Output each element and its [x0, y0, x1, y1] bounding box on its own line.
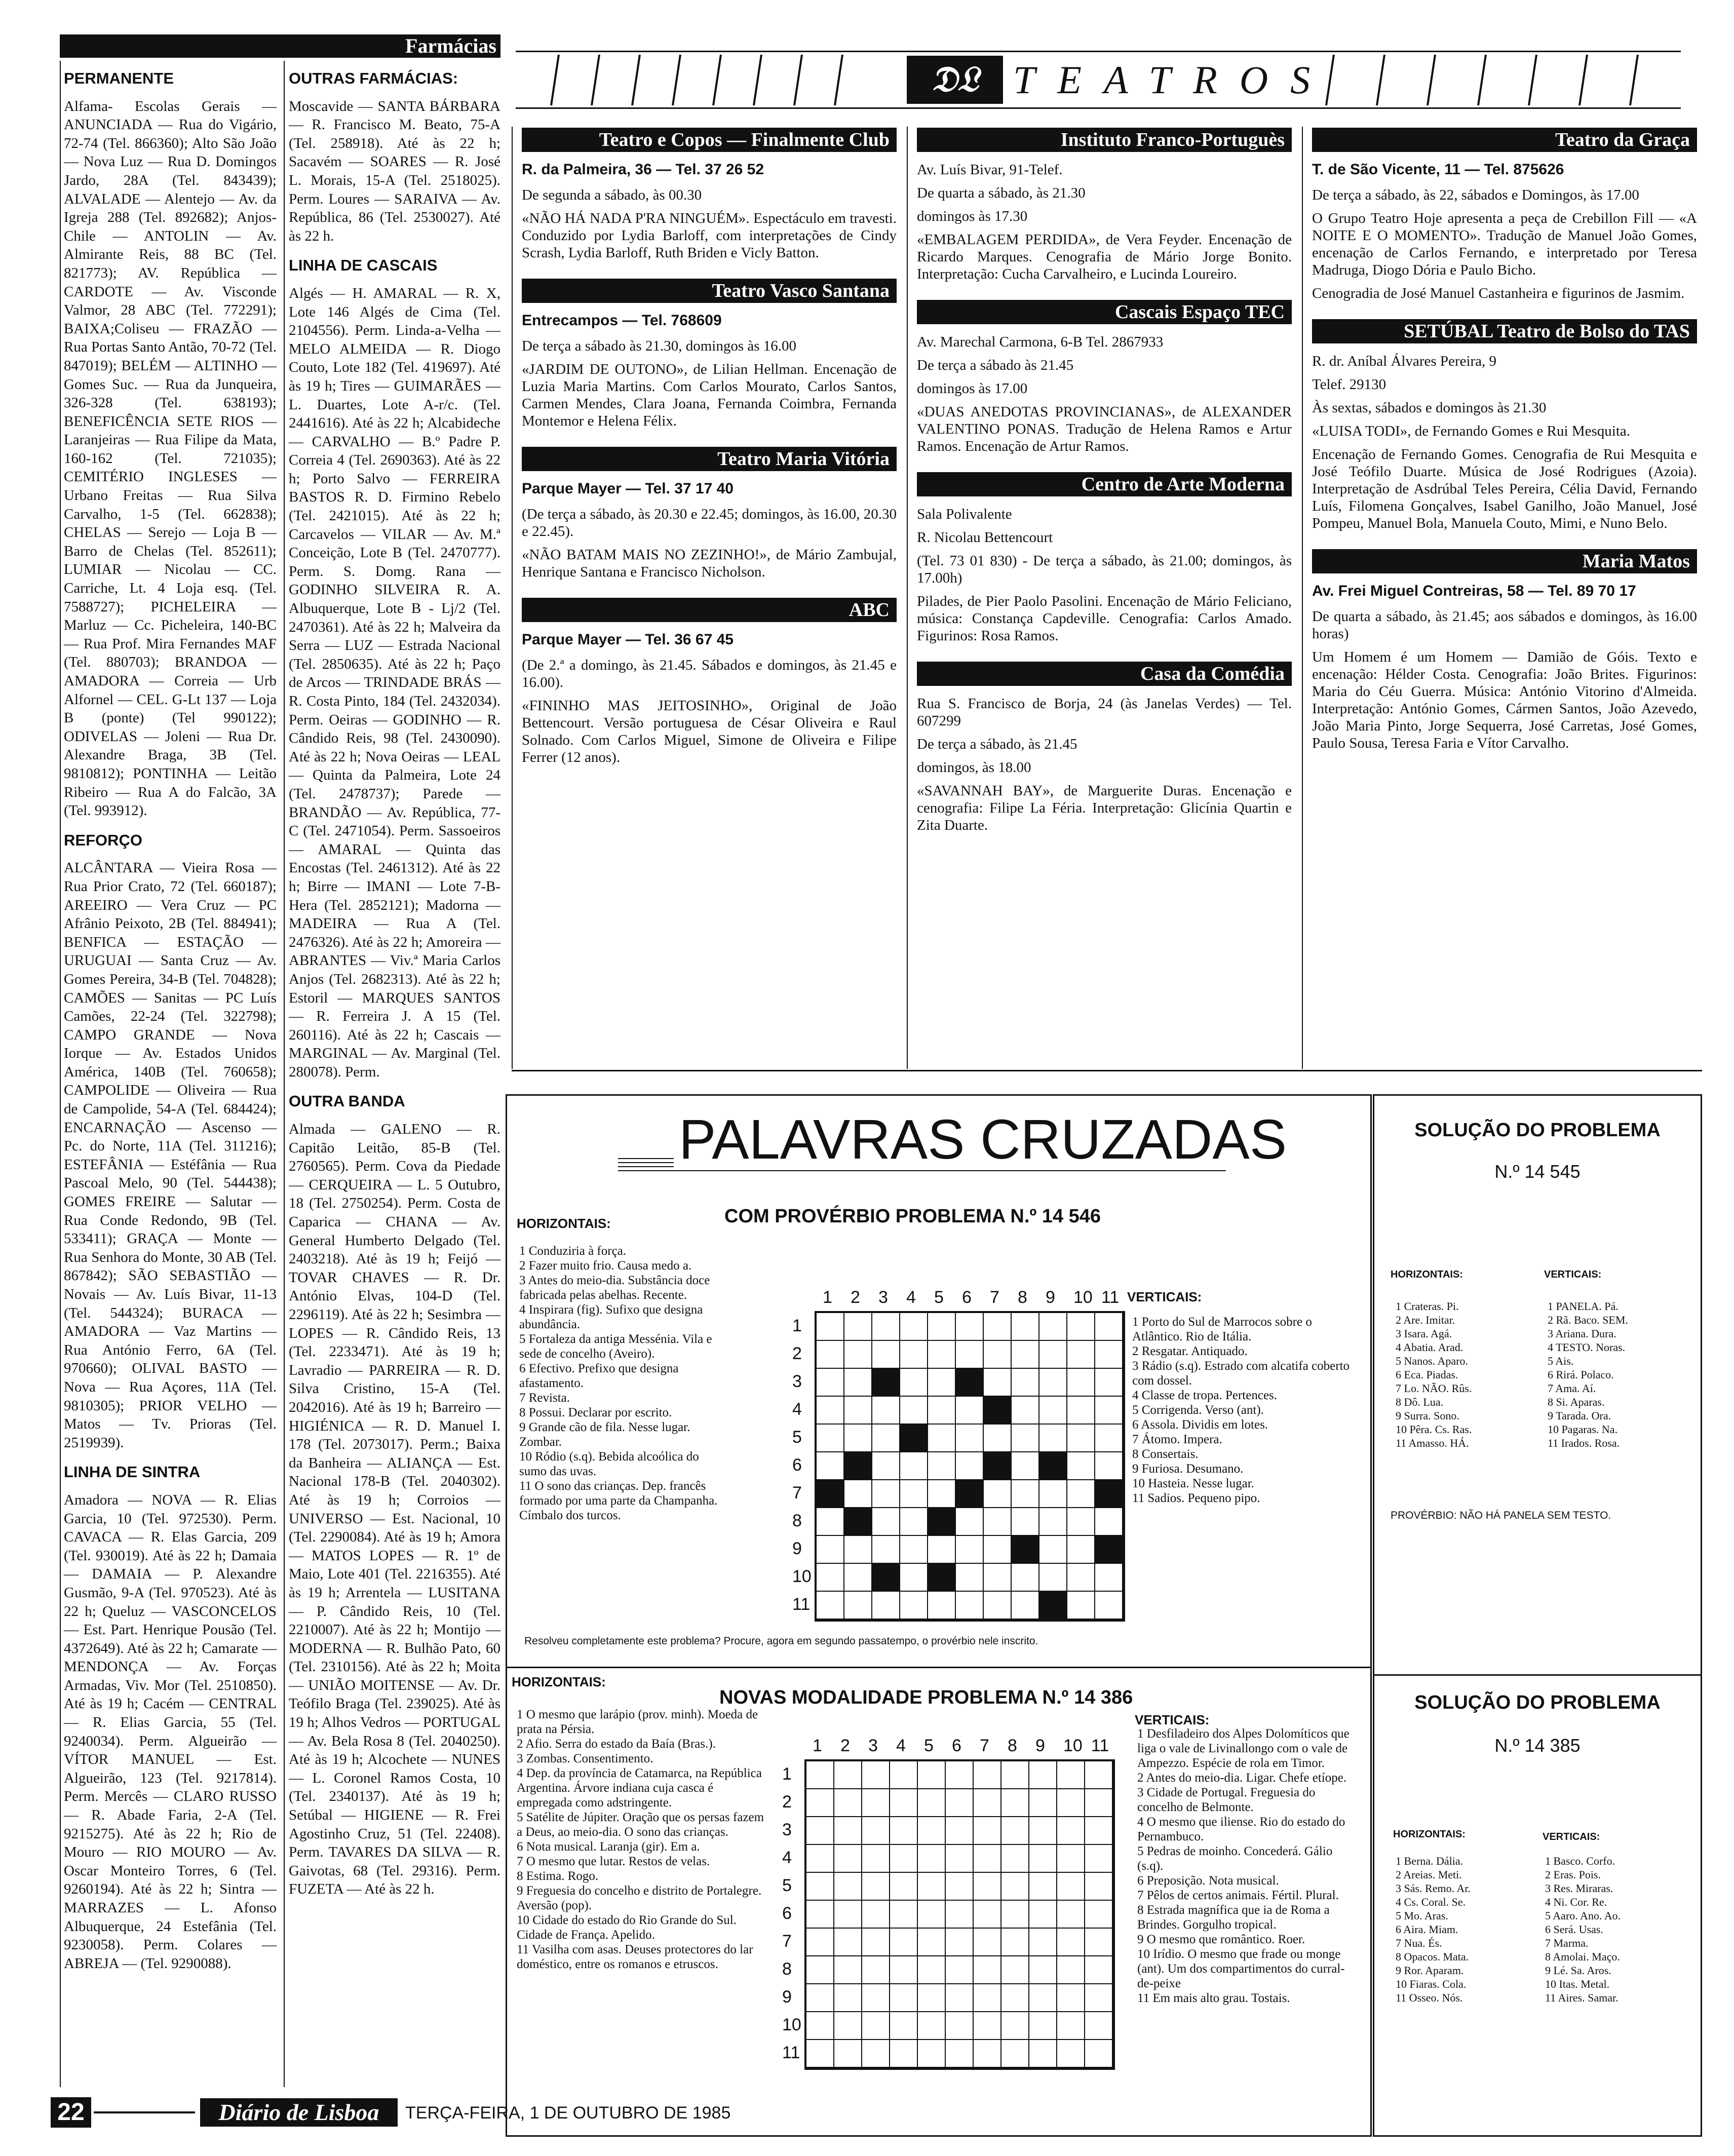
solution-horizontal: 2 Are. Imitar. [1396, 1314, 1455, 1326]
grid-frame [804, 1759, 1115, 2070]
clue-horizontal: 8 Possui. Declarar por escrito. [519, 1406, 672, 1419]
solution-vertical: 5 Ais. [1548, 1355, 1574, 1367]
farmacias-section-heading: PERMANENTE [64, 69, 174, 87]
clue-vertical: 7 Pêlos de certos animais. Fértil. Plural. [1137, 1889, 1339, 1902]
solution-horizontal: 5 Nanos. Aparo. [1396, 1355, 1468, 1367]
clue-horizontal: 3 Zombas. Consentimento. [517, 1752, 653, 1765]
theatre-name-bar: Instituto Franco-Portuguès [917, 128, 1292, 152]
clue-vertical: 2 Antes do meio-dia. Ligar. Chefe etíope. [1137, 1771, 1347, 1785]
clue-horizontal: 9 Grande cão de fila. Nesse lugar. Zombar. [519, 1420, 690, 1449]
clue-vertical: 4 Classe de tropa. Pertences. [1132, 1389, 1278, 1402]
theatre-name-bar: SETÚBAL Teatro de Bolso do TAS [1312, 319, 1697, 343]
theatre-info: «FININHO MAS JEITOSINHO», Original de João Bettencourt. Versão portuguesa de César Oliveira e Raul Solnado. Com Carlos Miguel, Simone de Oliveira e Filipe Ferrer (12 anos). [522, 698, 897, 765]
farmacias-section-heading: OUTRA BANDA [289, 1092, 405, 1110]
solution-horizontal: 11 Osseo. Nós. [1396, 1991, 1463, 2004]
grid-column-number: 2 [840, 1736, 850, 1755]
footer-date: TERÇA-FEIRA, 1 DE OUTUBRO DE 1985 [405, 2103, 731, 2123]
clue-vertical: 10 Hasteia. Nesse lugar. [1132, 1477, 1254, 1490]
theatre-listing [522, 128, 897, 261]
clue-vertical: 9 Furiosa. Desumano. [1132, 1462, 1244, 1476]
theatre-info: De terça a sábado, às 21.45 [917, 736, 1077, 752]
theatre-listing [1312, 549, 1697, 752]
clue-vertical: 3 Cidade de Portugal. Freguesia do concelho de Belmonte. [1137, 1786, 1316, 1814]
solution-horizontal: 10 Pêra. Cs. Ras. [1396, 1423, 1472, 1436]
theatre-listing [1312, 128, 1697, 302]
theatre-name-bar: Teatro Vasco Santana [522, 279, 897, 303]
farmacias-listing: Moscavide — SANTA BÁRBARA — R. Francisco M. Beato, 75-A (Tel. 258918). Até às 22 h; Sacavém — SOARES — R. José L. Morais, 15-A (Tel. 2518025). Perm. Loures — SARAIVA — Av. República, 86 (Tel. 2530027). Até às 22 h. [289, 98, 500, 244]
theatre-info: Cenogradia de José Manuel Castanheira e figurinos de Jasmim. [1312, 285, 1685, 301]
solution-vertical: 4 TESTO. Noras. [1548, 1341, 1626, 1354]
grid-row-number: 9 [782, 1987, 792, 2007]
grid-column-number: 11 [1101, 1288, 1120, 1307]
theatre-name-bar: ABC [522, 598, 897, 622]
grid-row-number: 11 [792, 1595, 811, 1614]
solution-vertical: 7 Marma. [1545, 1937, 1589, 1949]
clue-vertical: 4 O mesmo que iliense. Rio do estado do Pernambuco. [1137, 1815, 1345, 1843]
grid-column-number: 7 [990, 1288, 999, 1307]
footer-rule-1 [94, 2111, 195, 2113]
theatre-address: R. da Palmeira, 36 — Tel. 37 26 52 [522, 161, 764, 178]
grid-column-number: 5 [924, 1736, 934, 1755]
grid-column-number: 8 [1018, 1288, 1027, 1307]
theatre-address: Parque Mayer — Tel. 36 67 45 [522, 631, 734, 648]
theatre-info: «SAVANNAH BAY», de Marguerite Duras. Encenação e cenografia: Filipe La Féria. Interpretação: Glicínia Quartin e Zita Duarte. [917, 783, 1292, 833]
clue-vertical: 8 Estrada magnífica que ia de Roma a Brindes. Gorgulho tropical. [1137, 1903, 1330, 1932]
solution-horizontal: 1 Crateras. Pi. [1396, 1300, 1459, 1313]
grid-row-number: 3 [792, 1372, 802, 1391]
solution-vertical: 9 Lé. Sa. Aros. [1545, 1964, 1611, 1977]
solution-horizontal: 3 Sás. Remo. Ar. [1396, 1882, 1471, 1895]
grid-row-number: 11 [782, 2043, 800, 2062]
clue-vertical: 1 Desfiladeiro dos Alpes Dolomíticos que liga o vale de Livinallongo com o vale de Ampezzo. Espécie de rola em Timor. [1137, 1727, 1350, 1770]
solution-horizontal: 8 Opacos. Mata. [1396, 1950, 1469, 1963]
clue-horizontal: 2 Fazer muito frio. Causa medo a. [519, 1259, 692, 1273]
clue-vertical: 1 Porto do Sul de Marrocos sobre o Atlântico. Rio de Itália. [1132, 1315, 1312, 1343]
clue-horizontal: 1 O mesmo que larápio (prov. minh). Moeda de prata na Pérsia. [517, 1708, 758, 1736]
solution2-number: N.º 14 385 [1494, 1735, 1581, 1756]
theatre-name-bar: Casa da Comédia [917, 662, 1292, 686]
puzzle1-title: COM PROVÉRBIO PROBLEMA N.º 14 546 [724, 1206, 1101, 1227]
teatros-bottom-rule [512, 1070, 1702, 1071]
puzzle1-verticais-label: VERTICAIS: [1127, 1289, 1202, 1304]
grid-column-number: 1 [823, 1288, 832, 1307]
farmacias-section-heading: REFORÇO [64, 831, 142, 849]
grid-column-number: 3 [878, 1288, 888, 1307]
grid-row-number: 10 [792, 1567, 812, 1586]
solution1-number: N.º 14 545 [1494, 1161, 1581, 1182]
crossword-mid-rule [506, 1667, 1372, 1668]
clue-horizontal: 11 O sono das crianças. Dep. francês formado por uma parte da Champanha. Címbalo dos turcos. [519, 1479, 718, 1522]
teatros-column-3 [1312, 128, 1697, 769]
solution-vertical: 11 Irados. Rosa. [1548, 1437, 1620, 1449]
solution-horizontal: 1 Berna. Dália. [1396, 1855, 1463, 1867]
grid-frame [815, 1311, 1125, 1622]
dl-logo: 𝔇𝔏 [907, 56, 1003, 104]
grid-row-number: 8 [782, 1959, 792, 1979]
theatre-info: Encenação de Fernando Gomes. Cenografia de Rui Mesquita e José Teófilo Duarte. Música de José Rodrigues (Azoia). Interpretação de Asdrúbal Teles Pereira, Célia David, Fernando Luís, Filomena Gonçalves, Isabel Ganilho, João Manuel, José Pompeu, Manuel Bola, Manuela Couto, Mimi, e Nuno Belo. [1312, 446, 1697, 531]
farmacias-section-heading: OUTRAS FARMÁCIAS: [289, 69, 458, 87]
clue-vertical: 11 Sadios. Pequeno pipo. [1132, 1491, 1260, 1505]
clue-horizontal: 11 Vasilha com asas. Deuses protectores do lar doméstico, entre os romanos e etruscos. [517, 1943, 753, 1971]
clue-vertical: 3 Rádio (s.q). Estrado com alcatifa coberto com dossel. [1132, 1359, 1350, 1388]
grid-row-number: 6 [792, 1455, 802, 1475]
grid-column-number: 7 [980, 1736, 989, 1755]
solution-vertical: 6 Rirá. Polaco. [1548, 1368, 1614, 1381]
theatre-info: De segunda a sábado, às 00.30 [522, 187, 702, 203]
clue-vertical: 6 Assola. Dividis em lotes. [1132, 1418, 1268, 1432]
solution1-v-label: VERTICAIS: [1544, 1269, 1602, 1280]
clue-vertical: 9 O mesmo que romântico. Roer. [1137, 1933, 1305, 1946]
grid-row-number: 5 [792, 1428, 802, 1447]
grid-column-number: 2 [851, 1288, 860, 1307]
theatre-info: Rua S. Francisco de Borja, 24 (às Janelas Verdes) — Tel. 607299 [917, 696, 1292, 729]
puzzle2-horizontais [517, 1707, 765, 1972]
solution1-h-label: HORIZONTAIS: [1391, 1269, 1463, 1280]
solution2-v-label: VERTICAIS: [1543, 1831, 1600, 1842]
clue-horizontal: 6 Nota musical. Laranja (gir). Em a. [517, 1840, 700, 1854]
clue-horizontal: 6 Efectivo. Prefixo que designa afastamento. [519, 1362, 679, 1390]
theatre-name-bar: Teatro Maria Vitória [522, 447, 897, 471]
puzzle1-verticais [1132, 1315, 1350, 1506]
theatre-name-bar: Centro de Arte Moderna [917, 472, 1292, 496]
solution-vertical: 3 Ariana. Dura. [1548, 1327, 1616, 1340]
theatre-info: De terça a sábado às 21.30, domingos às 16.00 [522, 338, 797, 354]
theatre-info: domingos às 17.00 [917, 380, 1028, 397]
solution-horizontal: 6 Eca. Piadas. [1396, 1368, 1458, 1381]
theatre-info: (De 2.ª a domingo, às 21.45. Sábados e domingos, às 21.45 e 16.00). [522, 657, 897, 690]
farmacias-listing: Almada — GALENO — R. Capitão Leitão, 85-B (Tel. 2760565). Perm. Cova da Piedade — CERQUEIRA — L. 5 Outubro, 18 (Tel. 2750254). Perm. Costa de Caparica — CHANA — Av. General Humberto Delgado (Tel. 2403218). Até às 19 h; Feijó — TOVAR CHAVES — R. Dr. António Elvas, 104-D (Tel. 2296119). Até às 22 h; Sesimbra — LOPES — R. Cândido Reis, 13 (Tel. 2233471). Até às 19 h; Lavradio — PARREIRA — R. D. Silva Cristino, 15-A (Tel. 2042016). Até às 19 h; Barreiro — HIGIÉNICA — R. D. Manuel I. 178 (Tel. 2073017). Perm.; Baixa da Banheira — ALIANÇA — Est. Nacional 178-B (Tel. 2040302). Até às 19 h; Corroios — UNIVERSO — Est. Nacional, 10 (Tel. 2290084). Até às 19 h; Amora — MATOS LOPES — R. 1º de Maio, Lote 401 (Tel. 2216355). Até às 19 h; Arrentela — LUSITANA — P. Cândido Reis, 10 (Tel. 2210007). Até às 22 h; Montijo — MODERNA — R. Bulhão Pato, 60 (Tel. 2310156). Até às 22 h; Moita — UNIÃO MOITENSE — Av. Dr. Teófilo Braga (Tel. 239025). Até às 19 h; Alhos Vedros — PORTUGAL — Av. Bela Rosa 8 (Tel. 2040250). Até às 19 h; Alcochete — NUNES — L. Coronel Ramos Costa, 10 (Tel. 2340137). Até às 19 h; Setúbal — HIGIENE — R. Frei Agostinho Cruz, 51 (Tel. 22408). Perm. TAVARES DA SILVA — R. Gaivotas, 68 (Tel. 29316). Perm. FUZETA — Até às 22 h. [289, 1121, 500, 1898]
solution-vertical: 8 Si. Aparas. [1548, 1396, 1605, 1408]
puzzle2-verticais-label: VERTICAIS: [1135, 1712, 1210, 1727]
solution-vertical: 11 Aires. Samar. [1545, 1991, 1619, 2004]
teatros-col-rule-1 [907, 127, 908, 1069]
grid-column-number: 4 [896, 1736, 906, 1755]
puzzle1-horizontais [519, 1244, 727, 1523]
clue-horizontal: 3 Antes do meio-dia. Substância doce fabricada pelas abelhas. Recente. [519, 1274, 710, 1302]
clue-horizontal: 9 Freguesia do concelho e distrito de Portalegre. Aversão (pop). [517, 1884, 762, 1912]
clue-vertical: 5 Pedras de moinho. Concederá. Gálio (s.q). [1137, 1844, 1333, 1873]
solution2-verticais [1545, 1854, 1621, 2005]
grid-row-number: 8 [792, 1511, 802, 1530]
farmacias-listing: Algés — H. AMARAL — R. X, Lote 146 Algés de Cima (Tel. 2104556). Perm. Linda-a-Velha — MELO ALMEIDA — R. Diogo Couto, Lote 182 (Tel. 419697). Até às 19 h; Tires — GUIMARÃES — L. Duartes, Lote A-r/c. (Tel. 2441616). Até às 22 h; Alcabideche — CARVALHO — B.º Padre P. Correia 4 (Tel. 2690363). Até às 22 h; Porto Salvo — FERREIRA BASTOS R. D. Firmino Rebelo (Tel. 2421015). Até às 22 h; Carcavelos — VILAR — Av. M.ª Conceição, Lote B (Tel. 2470777). Perm. S. Domg. Rana — GODINHO SILVEIRA R. A. Albuquerque, Lote B - Lj/2 (Tel. 2470361). Até às 22 h; Malveira da Serra — LUZ — Estrada Nacional (Tel. 2850635). Até às 22 h; Paço de Arcos — TRINDADE BRÁS — R. Costa Pinto, 184 (Tel. 2432034). Perm. Oeiras — GODINHO — R. Cândido Reis, 98 (Tel. 2430090). Até às 22 h; Nova Oeiras — LEAL — Quinta da Palmeira, Lote 24 (Tel. 2478737); Parede — BRANDÃO — Av. República, 77-C (Tel. 2471054). Perm. Sassoeiros — AMARAL — Quinta das Encostas (Tel. 2461312). Até às 22 h; Birre — IMANI — Lote 7-B-Hera (Tel. 2852121); Madorna — MADEIRA — Rua A (Tel. 2476326). Até às 22 h; Amoreira — ABRANTES — Viv.ª Maria Carlos Anjos (Tel. 2682313). Até às 22 h; Estoril — MARQUES SANTOS — R. Ferreira J. A 15 (Tel. 260116). Até às 22 h; Cascais — MARGINAL — Av. Marginal (Tel. 280078). Perm. [289, 285, 500, 1080]
farmacias-section-heading: LINHA DE CASCAIS [289, 256, 438, 275]
theatre-info: Às sextas, sábados e domingos às 21.30 [1312, 400, 1547, 416]
solution-vertical: 10 Pagaras. Na. [1548, 1423, 1618, 1436]
solution-horizontal: 7 Nua. És. [1396, 1937, 1442, 1949]
clue-horizontal: 8 Estima. Rogo. [517, 1869, 599, 1883]
clue-horizontal: 7 Revista. [519, 1391, 570, 1405]
solution-horizontal: 2 Areias. Meti. [1396, 1868, 1462, 1881]
grid-column-number: 5 [934, 1288, 944, 1307]
clue-vertical: 11 Em mais alto grau. Tostais. [1137, 1991, 1290, 2005]
grid-column-number: 10 [1073, 1288, 1093, 1307]
crossword-banner-text: PALAVRAS CRUZADAS [679, 1108, 1287, 1171]
grid-column-number: 9 [1046, 1288, 1055, 1307]
theatre-info: Pilades, de Pier Paolo Pasolini. Encenação de Mário Feliciano, música: Constança Capdeville. Cenografia: Carlos Amado. Figurinos: Rosa Ramos. [917, 593, 1292, 644]
solution-vertical: 10 Itas. Metal. [1545, 1978, 1610, 1990]
theatre-listing [917, 300, 1292, 455]
theatre-info: De terça a sábado às 21.45 [917, 357, 1074, 373]
grid-row-number: 7 [782, 1932, 792, 1951]
solution2-horizontais [1396, 1854, 1471, 2005]
teatros-banner-rule-bottom [516, 107, 1681, 109]
grid-column-number: 9 [1035, 1736, 1045, 1755]
grid-row-number: 5 [782, 1876, 792, 1895]
theatre-name-bar: Teatro da Graça [1312, 128, 1697, 152]
grid-column-number: 3 [868, 1736, 878, 1755]
grid-row-number: 1 [792, 1316, 802, 1335]
teatros-banner-text: TEATROS [1013, 58, 1333, 102]
solution-horizontal: 10 Fiaras. Cola. [1396, 1978, 1467, 1990]
solution-horizontal: 6 Aira. Miam. [1396, 1923, 1458, 1936]
solution-vertical: 3 Res. Miraras. [1545, 1882, 1613, 1895]
grid-row-number: 6 [782, 1904, 792, 1923]
grid-row-number: 9 [792, 1539, 802, 1558]
teatros-frame-left [512, 127, 513, 1069]
grid-row-number: 10 [782, 2015, 801, 2034]
theatre-info: O Grupo Teatro Hoje apresenta a peça de Crebillon Fill — «A NOITE E O MOMENTO». Tradução de Manuel João Gomes, encenação de Carlos Fernando, e interpretado por Teresa Madruga, Diogo Dória e Paulo Bicho. [1312, 210, 1697, 278]
solution-horizontal: 4 Abatia. Arad. [1396, 1341, 1463, 1354]
theatre-info: (De terça a sábado, às 20.30 e 22.45; domingos, às 16.00, 20.30 e 22.45). [522, 506, 897, 540]
theatre-listing [522, 447, 897, 581]
solution-vertical: 6 Será. Usas. [1545, 1923, 1603, 1936]
farmacias-col-rule [284, 61, 285, 2087]
solution-horizontal: 7 Lo. NÃO. Rûs. [1396, 1382, 1472, 1395]
theatre-info: Sala Polivalente [917, 506, 1012, 522]
grid-row-number: 3 [782, 1820, 792, 1839]
solution1-proverb: PROVÉRBIO: NÃO HÁ PANELA SEM TESTO. [1391, 1510, 1611, 1521]
solution1-title: SOLUÇÃO DO PROBLEMA [1414, 1120, 1661, 1141]
theatre-info: R. Nicolau Bettencourt [917, 529, 1053, 546]
solution1-verticais [1548, 1299, 1628, 1450]
theatre-info: R. dr. Aníbal Álvares Pereira, 9 [1312, 353, 1497, 369]
teatros-column-1 [522, 128, 897, 783]
theatre-info: De terça a sábado, às 22, sábados e Domingos, às 17.00 [1312, 187, 1639, 203]
grid-row-number: 4 [782, 1848, 792, 1867]
theatre-info: «NÃO HÁ NADA P'RA NINGUÉM». Espectáculo em travesti. Conduzido por Lydia Barloff, com interpretações de Cindy Scrash, Lydia Barloff, Ruth Briden e Vicly Batton. [522, 210, 897, 261]
theatre-address: Entrecampos — Tel. 768609 [522, 312, 722, 329]
farmacias-section-heading: LINHA DE SINTRA [64, 1463, 201, 1481]
theatre-listing [522, 279, 897, 430]
farmacias-left-rule [60, 61, 61, 2087]
solution-vertical: 2 Eras. Pois. [1545, 1868, 1601, 1881]
puzzle1-note: Resolveu completamente este problema? Procure, agora em segundo passatempo, o provérbio nele inscrito. [524, 1635, 1038, 1647]
solution-horizontal: 3 Isara. Agá. [1396, 1327, 1452, 1340]
puzzle2-verticais [1137, 1726, 1360, 2006]
clue-horizontal: 10 Ródio (s.q). Bebida alcoólica do sumo das uvas. [519, 1450, 699, 1478]
clue-vertical: 6 Preposição. Nota musical. [1137, 1874, 1279, 1888]
grid-column-number: 11 [1091, 1736, 1109, 1755]
teatros-column-2 [917, 128, 1292, 851]
theatre-info: «NÃO BATAM MAIS NO ZEZINHO!», de Mário Zambujal, Henrique Santana e Francisco Nicholson. [522, 547, 897, 580]
clue-vertical: 8 Consertais. [1132, 1447, 1199, 1461]
grid-column-number: 4 [906, 1288, 916, 1307]
clue-horizontal: 2 Afio. Serra do estado da Baía (Bras.). [517, 1737, 716, 1751]
theatre-address: Parque Mayer — Tel. 37 17 40 [522, 480, 734, 497]
grid-column-number: 6 [952, 1736, 961, 1755]
theatre-name-bar: Teatro e Copos — Finalmente Club [522, 128, 897, 152]
theatre-info: «EMBALAGEM PERDIDA», de Vera Feyder. Encenação de Ricardo Marques. Cenografia de Mário Jorge Bonito. Interpretação: Cucha Carvalheiro, e Lucinda Loureiro. [917, 232, 1292, 282]
theatre-info: (Tel. 73 01 830) - De terça a sábado, às 21.00; domingos, às 17.00h) [917, 553, 1292, 586]
solution-vertical: 4 Ni. Cor. Re. [1545, 1896, 1607, 1908]
footer-paper-name: Diário de Lisboa [200, 2098, 398, 2127]
solution-horizontal: 5 Mo. Aras. [1396, 1909, 1448, 1922]
farmacias-listing: Alfama- Escolas Gerais — ANUNCIADA — Rua do Vigário, 72-74 (Tel. 866360); Alto São João — Nova Luz — Rua D. Domingos Jardo, 28A (Tel. 843439); ALVALADE — Alentejo — Av. da Igreja 288 (Tel. 892682); Anjos-Chile — ANTOLIN — Av. Almirante Reis, 88 BC (Tel. 821773); AV. República — CARDOTE — Av. Visconde Valmor, 28 ABC (Tel. 772291); BAIXA;Coliseu — FRAZÃO — Rua Portas Santo Antão, 70-72 (Tel. 847019); BELÉM — ALTINHO — Gomes Suc. — Rua da Junqueira, 326-328 (Tel. 638193); BENEFICÊNCIA SETE RIOS — Laranjeiras — Rua Filipe da Mata, 160-162 (Tel. 721035); CEMITÉRIO INGLESES — Urbano Freitas — Rua Silva Carvalho, 1-5 (Tel. 662838); CHELAS — Serejo — Loja B — Barro de Chelas (Tel. 852611); LUMIAR — Nicolau — CC. Carriche, Lt. 4 Loja esq. (Tel. 7588727); PICHELEIRA — Marluz — Cc. Picheleira, 140-BC — Rua Prof. Mira Fernandes MAF (Tel. 880703); BRANDOA — AMADORA — Correia — Urb Alfornel — CEL. G-Lt 137 — Loja B (ponte) (Tel 990122); ODIVELAS — Joleni — Rua Dr. Alexandre Braga, 3B (Tel. 9810812); PONTINHA — Leitão Ribeiro — Rua A do Falcão, 3A (Tel. 993912). [64, 98, 277, 819]
solution-horizontal: 9 Ror. Aparam. [1396, 1964, 1464, 1977]
clue-horizontal: 7 O mesmo que lutar. Restos de velas. [517, 1855, 710, 1868]
solution-vertical: 8 Amolai. Maço. [1545, 1950, 1620, 1963]
solution1-horizontais [1396, 1299, 1472, 1450]
farmacias-title: Farmácias [405, 34, 496, 57]
theatre-listing [917, 472, 1292, 644]
teatros-col-rule-2 [1302, 127, 1303, 1069]
theatre-info: «JARDIM DE OUTONO», de Lilian Hellman. Encenação de Luzia Maria Martins. Com Carlos Mourato, Carlos Santos, Carmen Mendes, Clara Joana, Fernanda Coimbra, Fernanda Montemor e Helena Félix. [522, 361, 897, 429]
theatre-name-bar: Cascais Espaço TEC [917, 300, 1292, 324]
farmacias-column-2 [289, 58, 500, 1899]
theatre-listing [1312, 319, 1697, 532]
theatre-info: «LUISA TODI», de Fernando Gomes e Rui Mesquita. [1312, 423, 1631, 439]
solution-horizontal: 8 Dô. Lua. [1396, 1396, 1444, 1408]
theatre-info: Telef. 29130 [1312, 376, 1386, 393]
theatre-info: domingos, às 18.00 [917, 759, 1031, 776]
puzzle2-horizontais-label: HORIZONTAIS: [512, 1674, 606, 1689]
clue-vertical: 5 Corrigenda. Verso (ant). [1132, 1403, 1264, 1417]
clue-vertical: 2 Resgatar. Antiquado. [1132, 1344, 1248, 1358]
clue-horizontal: 4 Dep. da província de Catamarca, na República Argentina. Árvore indiana cuja casca é empregada como adstringente. [517, 1766, 762, 1809]
grid-column-number: 6 [962, 1288, 972, 1307]
crossword-banner-title [674, 1109, 1292, 1170]
solution-vertical: 1 PANELA. Pá. [1548, 1300, 1619, 1313]
solution-horizontal: 4 Cs. Coral. Se. [1396, 1896, 1466, 1908]
footer-page-number: 22 [51, 2097, 91, 2128]
teatros-banner-title [1013, 56, 1332, 104]
grid-row-number: 4 [792, 1400, 802, 1419]
clue-horizontal: 1 Conduziria à força. [519, 1244, 627, 1258]
grid-row-number: 1 [782, 1764, 792, 1784]
theatre-info: domingos às 17.30 [917, 208, 1028, 224]
grid-column-number: 10 [1063, 1736, 1083, 1755]
grid-column-number: 8 [1008, 1736, 1017, 1755]
clue-vertical: 7 Átomo. Impera. [1132, 1433, 1222, 1446]
theatre-name-bar: Maria Matos [1312, 549, 1697, 573]
solution-vertical: 7 Ama. Aí. [1548, 1382, 1596, 1395]
clue-horizontal: 5 Satélite de Júpiter. Oração que os persas fazem a Deus, ao meio-dia. O sono das crianças. [517, 1811, 764, 1839]
theatre-info: Um Homem é um Homem — Damião de Góis. Texto e encenação: Hélder Costa. Cenografia: João Brites. Figurinos: Maria do Céu Guerra. Música: António Vitorino d'Almeida. Interpretação: António Gomes, Cármen Santos, João Azevedo, João Maria Pinto, Jorge Sequerra, José Carretas, José Gomes, Paulo Sousa, Teresa Faria e Vítor Carvalho. [1312, 649, 1697, 751]
grid-row-number: 2 [782, 1792, 792, 1812]
puzzle1-horizontais-label: HORIZONTAIS: [517, 1216, 611, 1231]
theatre-address: Av. Frei Miguel Contreiras, 58 — Tel. 89 70 17 [1312, 583, 1636, 599]
solution2-title: SOLUÇÃO DO PROBLEMA [1414, 1692, 1661, 1713]
clue-horizontal: 4 Inspirara (fig). Sufixo que designa abundância. [519, 1303, 703, 1331]
solution2-h-label: HORIZONTAIS: [1393, 1829, 1466, 1840]
farmacias-listing: ALCÂNTARA — Vieira Rosa — Rua Prior Crato, 72 (Tel. 660187); AREEIRO — Vera Cruz — PC Afrânio Peixoto, 2B (Tel. 884941); BENFICA — ESTAÇÃO — URUGUAI — Santa Cruz — Av. Gomes Pereira, 34-B (Tel. 704828); CAMÕES — Sanitas — PC Luís Camões, 22-24 (Tel. 322798); CAMPO GRANDE — Nova Iorque — Av. Estados Unidos América, 140B (Tel. 760658); CAMPOLIDE — Oliveira — Rua de Campolide, 54-A (Tel. 684424); ENCARNAÇÃO — Ascenso — Pc. do Norte, 11A (Tel. 311216); ESTEFÂNIA — Estéfânia — Rua Pascoal Melo, 90 (Tel. 544438); GOMES FREIRE — Salutar — Rua Conde Redondo, 9B (Tel. 533411); GRAÇA — Monte — Rua Senhora do Monte, 30 AB (Tel. 867842); SÃO SEBASTIÃO — Novais — Av. Luís Bivar, 11-13 (Tel. 544324); BURACA — AMADORA — Vaz Martins — Rua António Ferro, 6A (Tel. 970660); OLIVAL BASTO — Nova — Rua Açores, 11A (Tel. 9810305); PRIOR VELHO — Matos — Tv. Prioras (Tel. 2519939). [64, 860, 277, 1451]
clue-horizontal: 5 Fortaleza da antiga Messénia. Vila e sede de concelho (Aveiro). [519, 1332, 712, 1361]
grid-column-number: 1 [813, 1736, 822, 1755]
clue-vertical: 10 Irídio. O mesmo que frade ou monge (ant). Um dos compartimentos do curral-de-peixe [1137, 1947, 1345, 1990]
solution-horizontal: 11 Amasso. HÁ. [1396, 1437, 1469, 1449]
solution-horizontal: 9 Surra. Sono. [1396, 1409, 1459, 1422]
theatre-listing [917, 662, 1292, 834]
grid-row-number: 2 [792, 1344, 802, 1363]
clue-horizontal: 10 Cidade do estado do Rio Grande do Sul. Cidade de França. Apelido. [517, 1913, 737, 1942]
grid-row-number: 7 [792, 1483, 802, 1503]
solution-vertical: 5 Aaro. Ano. Ao. [1545, 1909, 1621, 1922]
theatre-info: De quarta a sábado, às 21.45; aos sábados e domingos, às 16.00 horas) [1312, 608, 1697, 642]
theatre-info: «DUAS ANEDOTAS PROVINCIANAS», de ALEXANDER VALENTINO PONAS. Tradução de Helena Ramos e Artur Ramos. Encenação de Artur Ramos. [917, 404, 1292, 454]
theatre-info: Av. Luís Bivar, 91-Telef. [917, 162, 1063, 178]
farmacias-column-1 [64, 58, 277, 1973]
farmacias-listing: Amadora — NOVA — R. Elias Garcia, 10 (Tel. 972530). Perm. CAVACA — R. Elas Garcia, 209 (Tel. 930019). Até às 22 h; Damaia — DAMAIA — P. Alexandre Gusmão, 9-A (Tel. 970523). Até às 22 h; Queluz — VASCONCELOS — Est. Part. Henrique Pousão (Tel. 4372649). Até às 22 h; Camarate — MENDONÇA — Av. Forças Armadas, Viv. Mor (Tel. 2510850). Até às 19 h; Cacém — CENTRAL — R. Elias Garcia, 55 (Tel. 9240034). Perm. Algueirão — VÍTOR MANUEL — Est. Algueirão, 123 (Tel. 9217814). Perm. Mercês — CLARO RUSSO — R. Abade Faria, 2-A (Tel. 9215275). Até às 22 h; Rio de Mouro — RIO MOURO — Av. Oscar Monteiro Torres, 6 (Tel. 9260194). Até às 22 h; Sintra — MARRAZES — L. Afonso Albuquerque, 24 Estefânia (Tel. 9230058). Perm. Colares — ABREJA — (Tel. 9290088). [64, 1491, 277, 1972]
theatre-address: T. de São Vicente, 11 — Tel. 875626 [1312, 161, 1564, 178]
solution-vertical: 1 Basco. Corfo. [1545, 1855, 1615, 1867]
theatre-info: De quarta a sábado, às 21.30 [917, 185, 1086, 201]
theatre-listing [522, 598, 897, 766]
theatre-info: Av. Marechal Carmona, 6-B Tel. 2867933 [917, 334, 1164, 350]
puzzle2-title: NOVAS MODALIDADE PROBLEMA N.º 14 386 [719, 1687, 1133, 1708]
solution-vertical: 9 Tarada. Ora. [1548, 1409, 1611, 1422]
theatre-listing [917, 128, 1292, 283]
solution-vertical: 2 Rã. Baco. SEM. [1548, 1314, 1628, 1326]
